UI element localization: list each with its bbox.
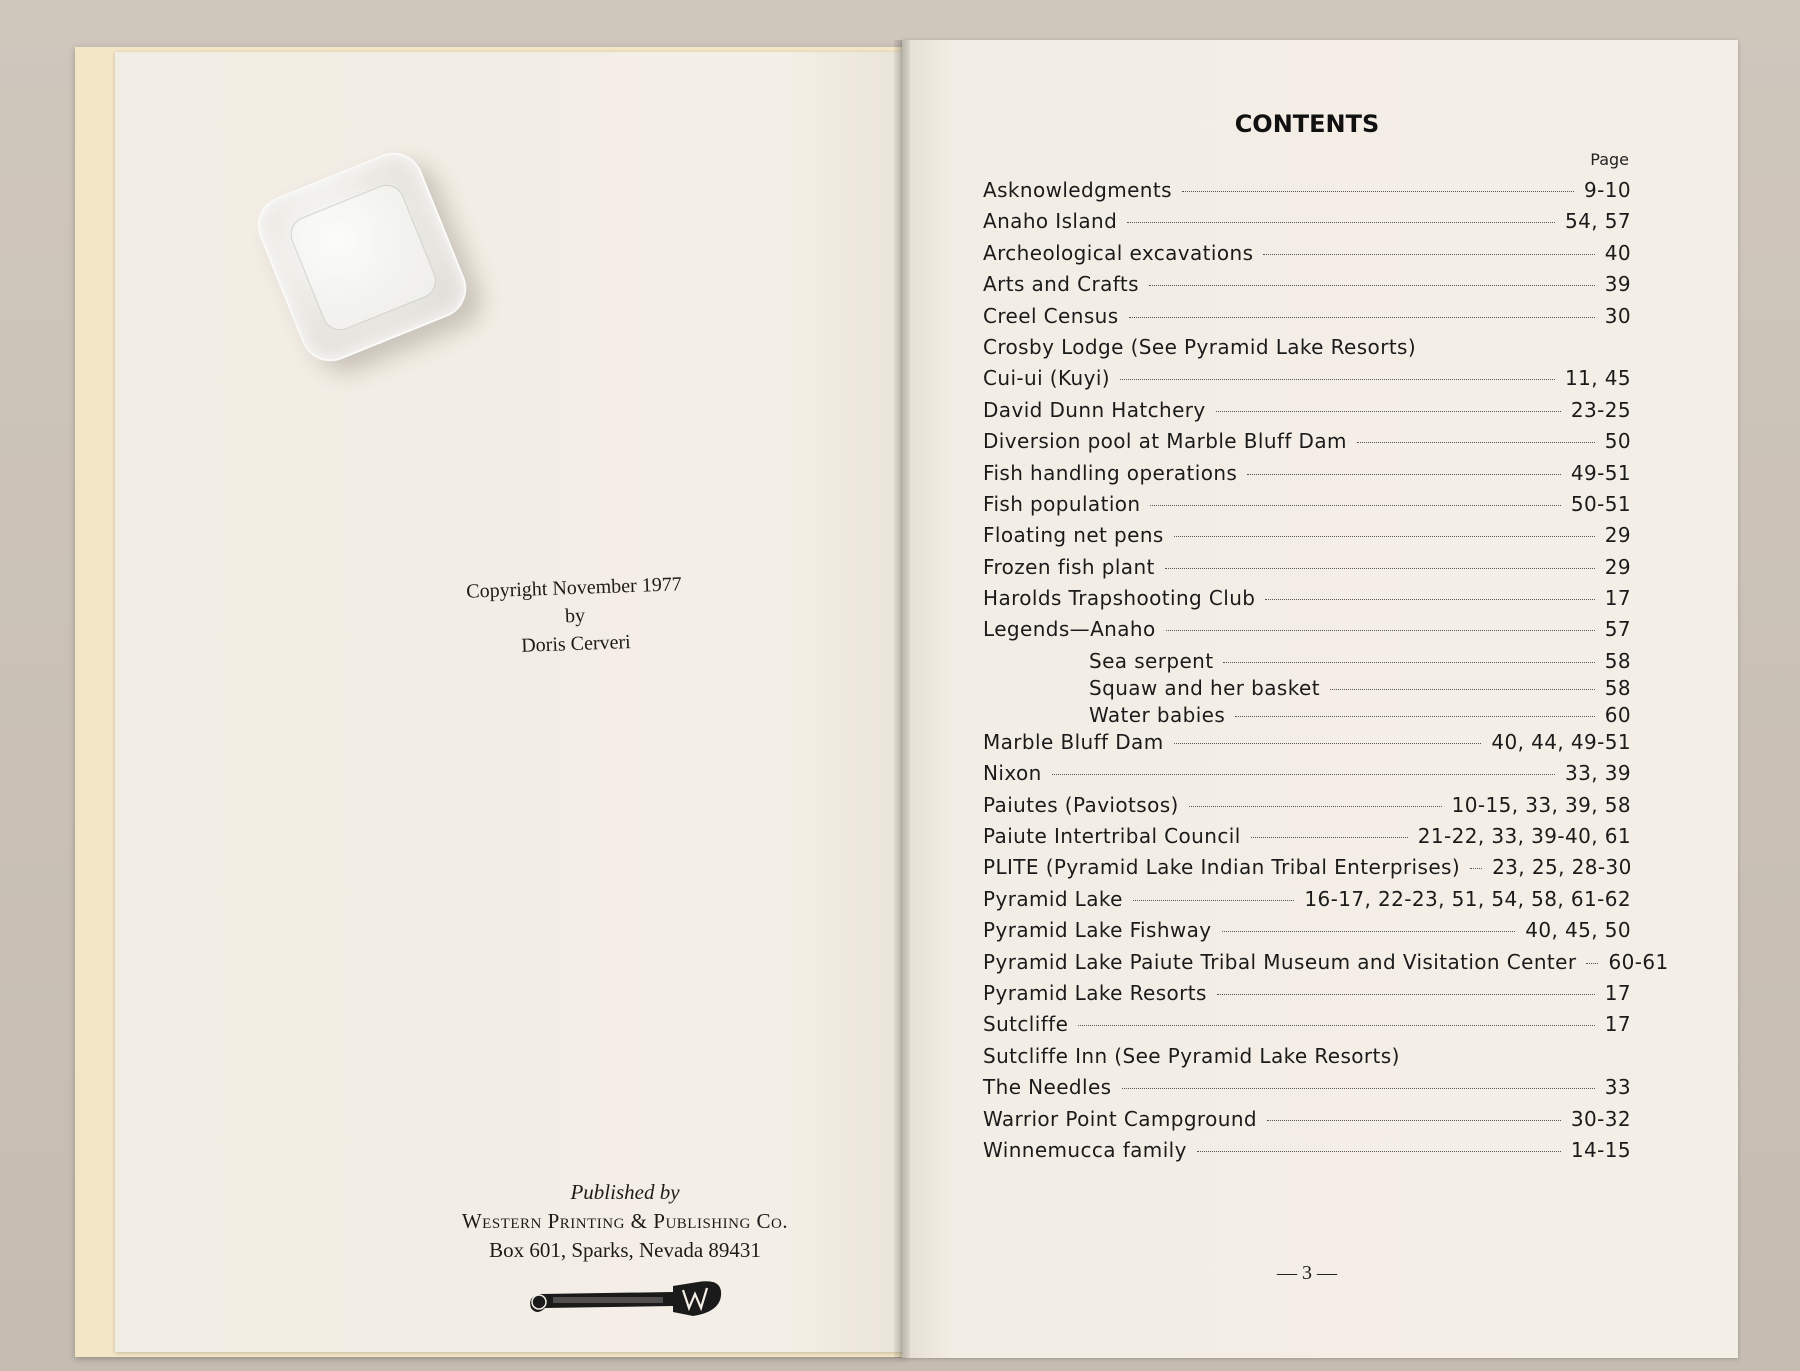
toc-entry-page: 30	[1604, 303, 1631, 328]
toc-entry-page: 17	[1604, 980, 1631, 1005]
toc-leader-dots	[1182, 190, 1574, 192]
toc-entry	[983, 586, 1631, 617]
toc-entry-label: Pyramid Lake	[983, 886, 1123, 911]
publisher-logo-icon	[523, 1272, 733, 1330]
toc-entry-label: Floating net pens	[983, 523, 1164, 548]
toc-entry-page: 29	[1604, 554, 1631, 579]
toc-entry-page: 29	[1604, 523, 1631, 548]
toc-leader-dots	[1586, 962, 1598, 964]
toc-leader-dots	[1133, 899, 1294, 901]
toc-entry-label: Diversion pool at Marble Bluff Dam	[983, 429, 1347, 454]
toc-entry-label: Frozen fish plant	[983, 554, 1155, 579]
toc-entry-page: 33	[1604, 1075, 1631, 1100]
toc-entry-label: Sutcliffe Inn (See Pyramid Lake Resorts)	[983, 1043, 1400, 1068]
toc-entry-label: Legends—Anaho	[983, 617, 1156, 642]
toc-entry-page: 54, 57	[1564, 209, 1631, 234]
copyright-line: Copyright November 1977	[465, 573, 683, 603]
toc-leader-dots	[1265, 598, 1594, 600]
toc-entry-page: 16-17, 22-23, 51, 54, 58, 61-62	[1304, 886, 1631, 911]
toc-entry	[983, 981, 1631, 1012]
toc-entry-label: Anaho Island	[983, 209, 1118, 234]
copyright-by: by	[564, 604, 586, 628]
toc-entry	[983, 1107, 1631, 1138]
toc-leader-dots	[1078, 1024, 1594, 1026]
toc-leader-dots	[1267, 1119, 1561, 1121]
toc-entry	[983, 949, 1669, 981]
publisher-block	[395, 1178, 855, 1265]
toc-entry-label: Warrior Point Campground	[983, 1106, 1257, 1131]
toc-entry-label: PLITE (Pyramid Lake Indian Tribal Enterprises)	[983, 855, 1461, 880]
toc-leader-dots	[1235, 715, 1595, 717]
toc-leader-dots	[1174, 742, 1482, 744]
toc-entry-label: David Dunn Hatchery	[983, 397, 1206, 422]
toc-entry	[983, 492, 1631, 523]
publisher-address: Box 601, Sparks, Nevada 89431	[489, 1238, 761, 1262]
contents-list	[983, 150, 1669, 1169]
toc-entry-page: 33, 39	[1564, 761, 1631, 786]
copyright-block	[444, 569, 707, 662]
toc-leader-dots	[1189, 805, 1442, 807]
toc-entry	[983, 241, 1631, 272]
toc-entry-page: 17	[1604, 586, 1631, 611]
toc-entry	[983, 398, 1631, 429]
page-gutter	[894, 40, 910, 1358]
toc-leader-dots	[1052, 773, 1555, 775]
toc-entry-page: 10-15, 33, 39, 58	[1451, 792, 1631, 817]
toc-entry-label: Fish handling operations	[983, 460, 1238, 485]
toc-leader-dots	[1216, 410, 1561, 412]
toc-leader-dots	[1263, 253, 1594, 255]
toc-entry	[983, 793, 1631, 824]
toc-entry-label: Asknowledgments	[983, 178, 1172, 202]
toc-entry-page: 58	[1604, 648, 1631, 673]
toc-leader-dots	[1247, 473, 1561, 475]
toc-sub-entry	[983, 649, 1631, 676]
toc-leader-dots	[1165, 567, 1595, 569]
toc-entry-page: 23, 25, 28-30	[1492, 855, 1632, 880]
glass-paperweight	[249, 144, 476, 371]
toc-entry	[983, 887, 1631, 918]
toc-entry	[983, 461, 1631, 492]
toc-entry	[983, 178, 1631, 209]
toc-leader-dots	[1470, 867, 1482, 869]
toc-sub-entries	[983, 649, 1631, 730]
toc-entry-page: 17	[1604, 1012, 1631, 1037]
toc-entry	[983, 366, 1631, 397]
toc-leader-dots	[1122, 1087, 1595, 1089]
toc-entry	[983, 1075, 1631, 1106]
toc-entry-label: Cui-ui (Kuyi)	[983, 366, 1110, 391]
toc-leader-dots	[1330, 688, 1595, 690]
toc-entry-page: 21-22, 33, 39-40, 61	[1417, 824, 1631, 849]
toc-leader-dots	[1217, 993, 1595, 995]
toc-entry-page: 58	[1604, 675, 1631, 700]
toc-entry-page: 57	[1604, 617, 1631, 642]
toc-entry	[983, 855, 1631, 886]
toc-leader-dots	[1222, 930, 1516, 932]
toc-entry	[983, 1012, 1631, 1043]
toc-entry-page: 50	[1604, 429, 1631, 454]
publisher-name: Western Printing & Publishing Co.	[461, 1209, 789, 1233]
toc-entry-label: Pyramid Lake Paiute Tribal Museum and Visitation Center	[983, 949, 1577, 974]
toc-entry	[983, 272, 1631, 303]
toc-entry	[983, 304, 1631, 335]
toc-entry	[983, 209, 1631, 240]
toc-entry	[983, 555, 1631, 586]
toc-leader-dots	[1357, 441, 1595, 443]
toc-leader-dots	[1426, 348, 1621, 349]
toc-entry-label: Squaw and her basket	[1089, 675, 1320, 700]
copyright-author: Doris Cerveri	[520, 631, 632, 657]
page-column-header: Page	[1590, 150, 1629, 169]
toc-entry-label: Arts and Crafts	[983, 272, 1139, 297]
page-number: — 3 —	[1277, 1262, 1337, 1284]
toc-main-entries	[983, 178, 1631, 649]
toc-entry-label: Pyramid Lake Resorts	[983, 980, 1207, 1005]
toc-more-entries	[983, 729, 1669, 1169]
toc-sub-entry	[983, 703, 1631, 730]
toc-entry	[983, 1138, 1631, 1169]
toc-leader-dots	[1120, 378, 1555, 380]
toc-entry	[983, 523, 1631, 554]
glass-facet	[285, 179, 441, 335]
toc-leader-dots	[1166, 629, 1595, 631]
toc-entry-label: Water babies	[1089, 702, 1226, 727]
toc-entry-page: 60	[1604, 702, 1631, 727]
toc-entry-label: Marble Bluff Dam	[983, 729, 1164, 754]
toc-entry	[983, 1044, 1631, 1075]
toc-entry-label: Archeological excavations	[983, 240, 1254, 265]
toc-entry-page: 40, 44, 49-51	[1491, 729, 1631, 754]
toc-entry	[983, 617, 1631, 648]
toc-entry	[983, 730, 1631, 761]
toc-leader-dots	[1410, 1057, 1621, 1058]
toc-entry-page: 23-25	[1570, 397, 1631, 422]
toc-leader-dots	[1251, 836, 1408, 838]
toc-entry-label: Winnemucca family	[983, 1137, 1187, 1162]
toc-entry-page: 40, 45, 50	[1525, 918, 1631, 943]
toc-entry-label: Paiutes (Paviotsos)	[983, 792, 1179, 817]
toc-entry-page: 11, 45	[1564, 366, 1631, 391]
toc-entry-label: Creel Census	[983, 303, 1119, 328]
toc-entry-page: 60-61	[1608, 949, 1669, 974]
toc-entry-page: 49-51	[1570, 460, 1631, 485]
toc-entry-label: Pyramid Lake Fishway	[983, 918, 1212, 943]
toc-leader-dots	[1129, 316, 1595, 318]
published-by: Published by	[570, 1180, 680, 1204]
toc-entry	[983, 761, 1631, 792]
toc-entry-page: 50-51	[1570, 491, 1631, 516]
toc-entry-page: 39	[1604, 272, 1631, 297]
toc-entry	[983, 918, 1631, 949]
toc-entry-label: Sea serpent	[1089, 648, 1214, 673]
toc-leader-dots	[1197, 1150, 1561, 1152]
toc-leader-dots	[1127, 221, 1555, 223]
toc-entry-page: 30-32	[1570, 1106, 1631, 1131]
toc-entry-page: 40	[1604, 240, 1631, 265]
toc-leader-dots	[1149, 284, 1595, 286]
toc-leader-dots	[1150, 504, 1560, 506]
toc-entry-label: Crosby Lodge (See Pyramid Lake Resorts)	[983, 334, 1417, 359]
toc-entry-label: Harolds Trapshooting Club	[983, 586, 1256, 611]
toc-entry-page: 9-10	[1584, 178, 1631, 202]
toc-leader-dots	[1174, 535, 1595, 537]
toc-entry-label: Nixon	[983, 761, 1042, 786]
toc-entry-label: Fish population	[983, 491, 1141, 516]
contents-title: CONTENTS	[1234, 110, 1380, 138]
toc-entry-page: 14-15	[1570, 1137, 1631, 1162]
toc-entry-label: Sutcliffe	[983, 1012, 1069, 1037]
toc-entry	[983, 824, 1631, 855]
left-page	[115, 52, 905, 1352]
toc-entry-label: The Needles	[983, 1075, 1112, 1100]
show-through-text	[375, 432, 805, 522]
toc-leader-dots	[1223, 661, 1594, 663]
toc-entry-label: Paiute Intertribal Council	[983, 824, 1241, 849]
toc-entry	[983, 429, 1631, 460]
toc-sub-entry	[983, 676, 1631, 703]
toc-entry	[983, 335, 1631, 366]
